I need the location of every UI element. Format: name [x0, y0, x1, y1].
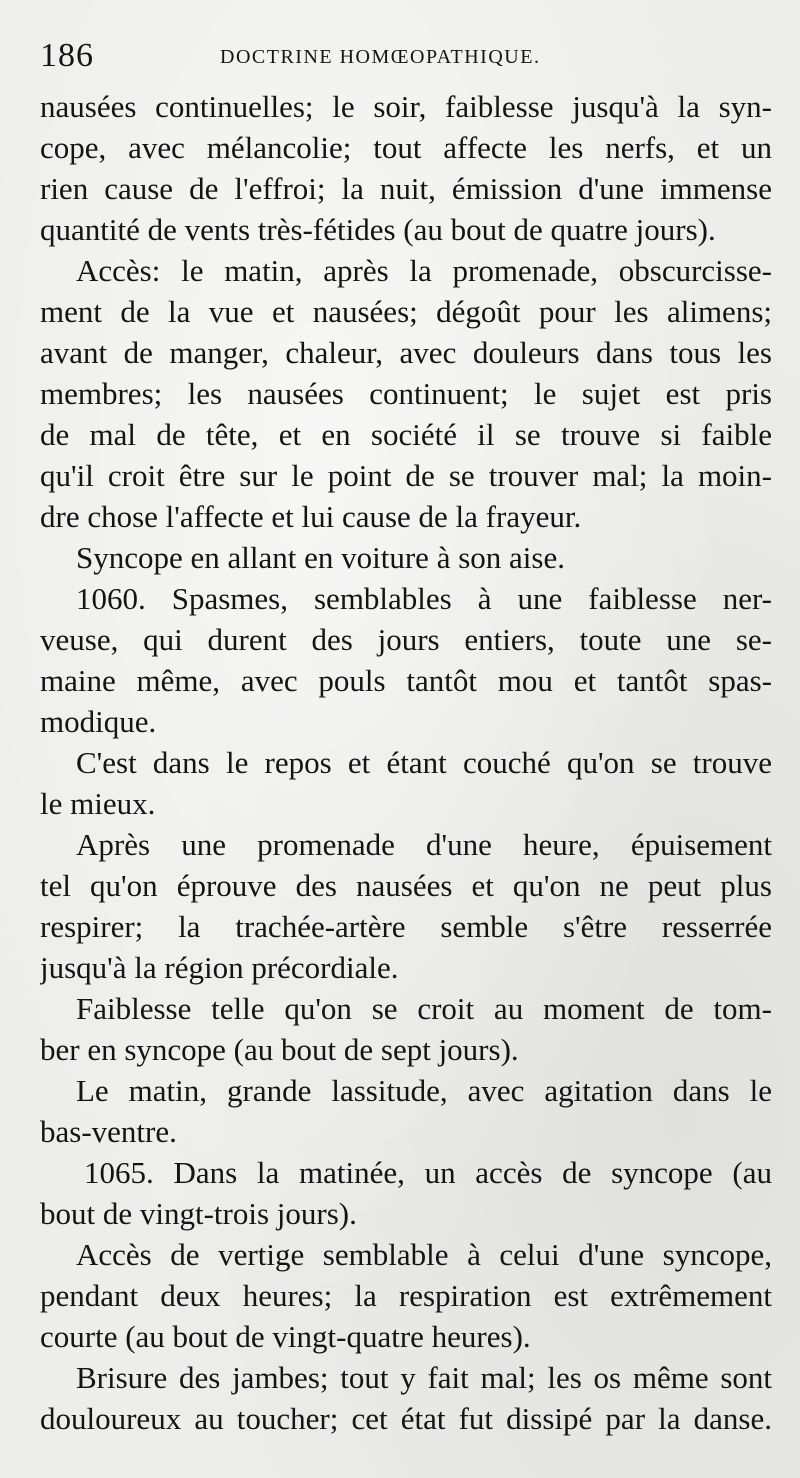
text-line: membres; les nausées continuent; le sujet est pris — [40, 376, 772, 411]
text-line: courte (au bout de vingt-quatre heures). — [40, 1319, 531, 1354]
text-line: modique. — [40, 704, 157, 739]
text-line: ment de la vue et nausées; dégoût pour les alimens; — [40, 294, 772, 329]
text-line: Accès: le matin, après la promenade, obscurcisse- — [76, 253, 772, 288]
text-line: 1060. Spasmes, semblables à une faiblesse ner- — [76, 581, 772, 616]
running-title: DOCTRINE HOMŒOPATHIQUE. — [220, 46, 541, 68]
text-line: bas-ventre. — [40, 1114, 177, 1149]
text-line: Après une promenade d'une heure, épuisement — [76, 827, 772, 862]
text-line: maine même, avec pouls tantôt mou et tantôt spas- — [40, 663, 772, 698]
text-line: nausées continuelles; le soir, faiblesse jusqu'à la syn- — [40, 89, 772, 124]
text-line: 1065. Dans la matinée, un accès de syncope (au — [84, 1155, 772, 1190]
text-line: Syncope en allant en voiture à son aise. — [76, 540, 565, 575]
text-line: Le matin, grande lassitude, avec agitation dans le — [76, 1073, 772, 1108]
text-line: respirer; la trachée-artère semble s'être resserrée — [40, 909, 772, 944]
text-line: ber en syncope (au bout de sept jours). — [40, 1032, 519, 1067]
text-line: rien cause de l'effroi; la nuit, émission d'une immense — [40, 171, 772, 206]
text-line: qu'il croit être sur le point de se trouver mal; la moin- — [40, 458, 772, 493]
text-line: Brisure des jambes; tout y fait mal; les os même sont — [76, 1360, 772, 1395]
text-line: pendant deux heures; la respiration est extrêmement — [40, 1278, 772, 1313]
text-line: avant de manger, chaleur, avec douleurs dans tous les — [40, 335, 772, 370]
text-line: C'est dans le repos et étant couché qu'on se trouve — [76, 745, 772, 780]
body-text — [40, 86, 772, 1439]
text-line: le mieux. — [40, 786, 156, 821]
text-line: cope, avec mélancolie; tout affecte les nerfs, et un — [40, 130, 772, 165]
running-head — [40, 36, 780, 76]
text-line: dre chose l'affecte et lui cause de la frayeur. — [40, 499, 582, 534]
text-line: quantité de vents très-fétides (au bout de quatre jours). — [40, 212, 716, 247]
text-line: Accès de vertige semblable à celui d'une syncope, — [76, 1237, 772, 1272]
page-number: 186 — [40, 37, 94, 74]
text-line: bout de vingt-trois jours). — [40, 1196, 357, 1231]
text-line: veuse, qui durent des jours entiers, toute une se- — [40, 622, 772, 657]
text-line: douloureux au toucher; cet état fut dissipé par la danse. — [40, 1401, 772, 1436]
text-line: jusqu'à la région précordiale. — [40, 950, 399, 985]
text-line: de mal de tête, et en société il se trouve si faible — [40, 417, 772, 452]
text-line: tel qu'on éprouve des nausées et qu'on ne peut plus — [40, 868, 772, 903]
text-line: Faiblesse telle qu'on se croit au moment de tom- — [76, 991, 772, 1026]
